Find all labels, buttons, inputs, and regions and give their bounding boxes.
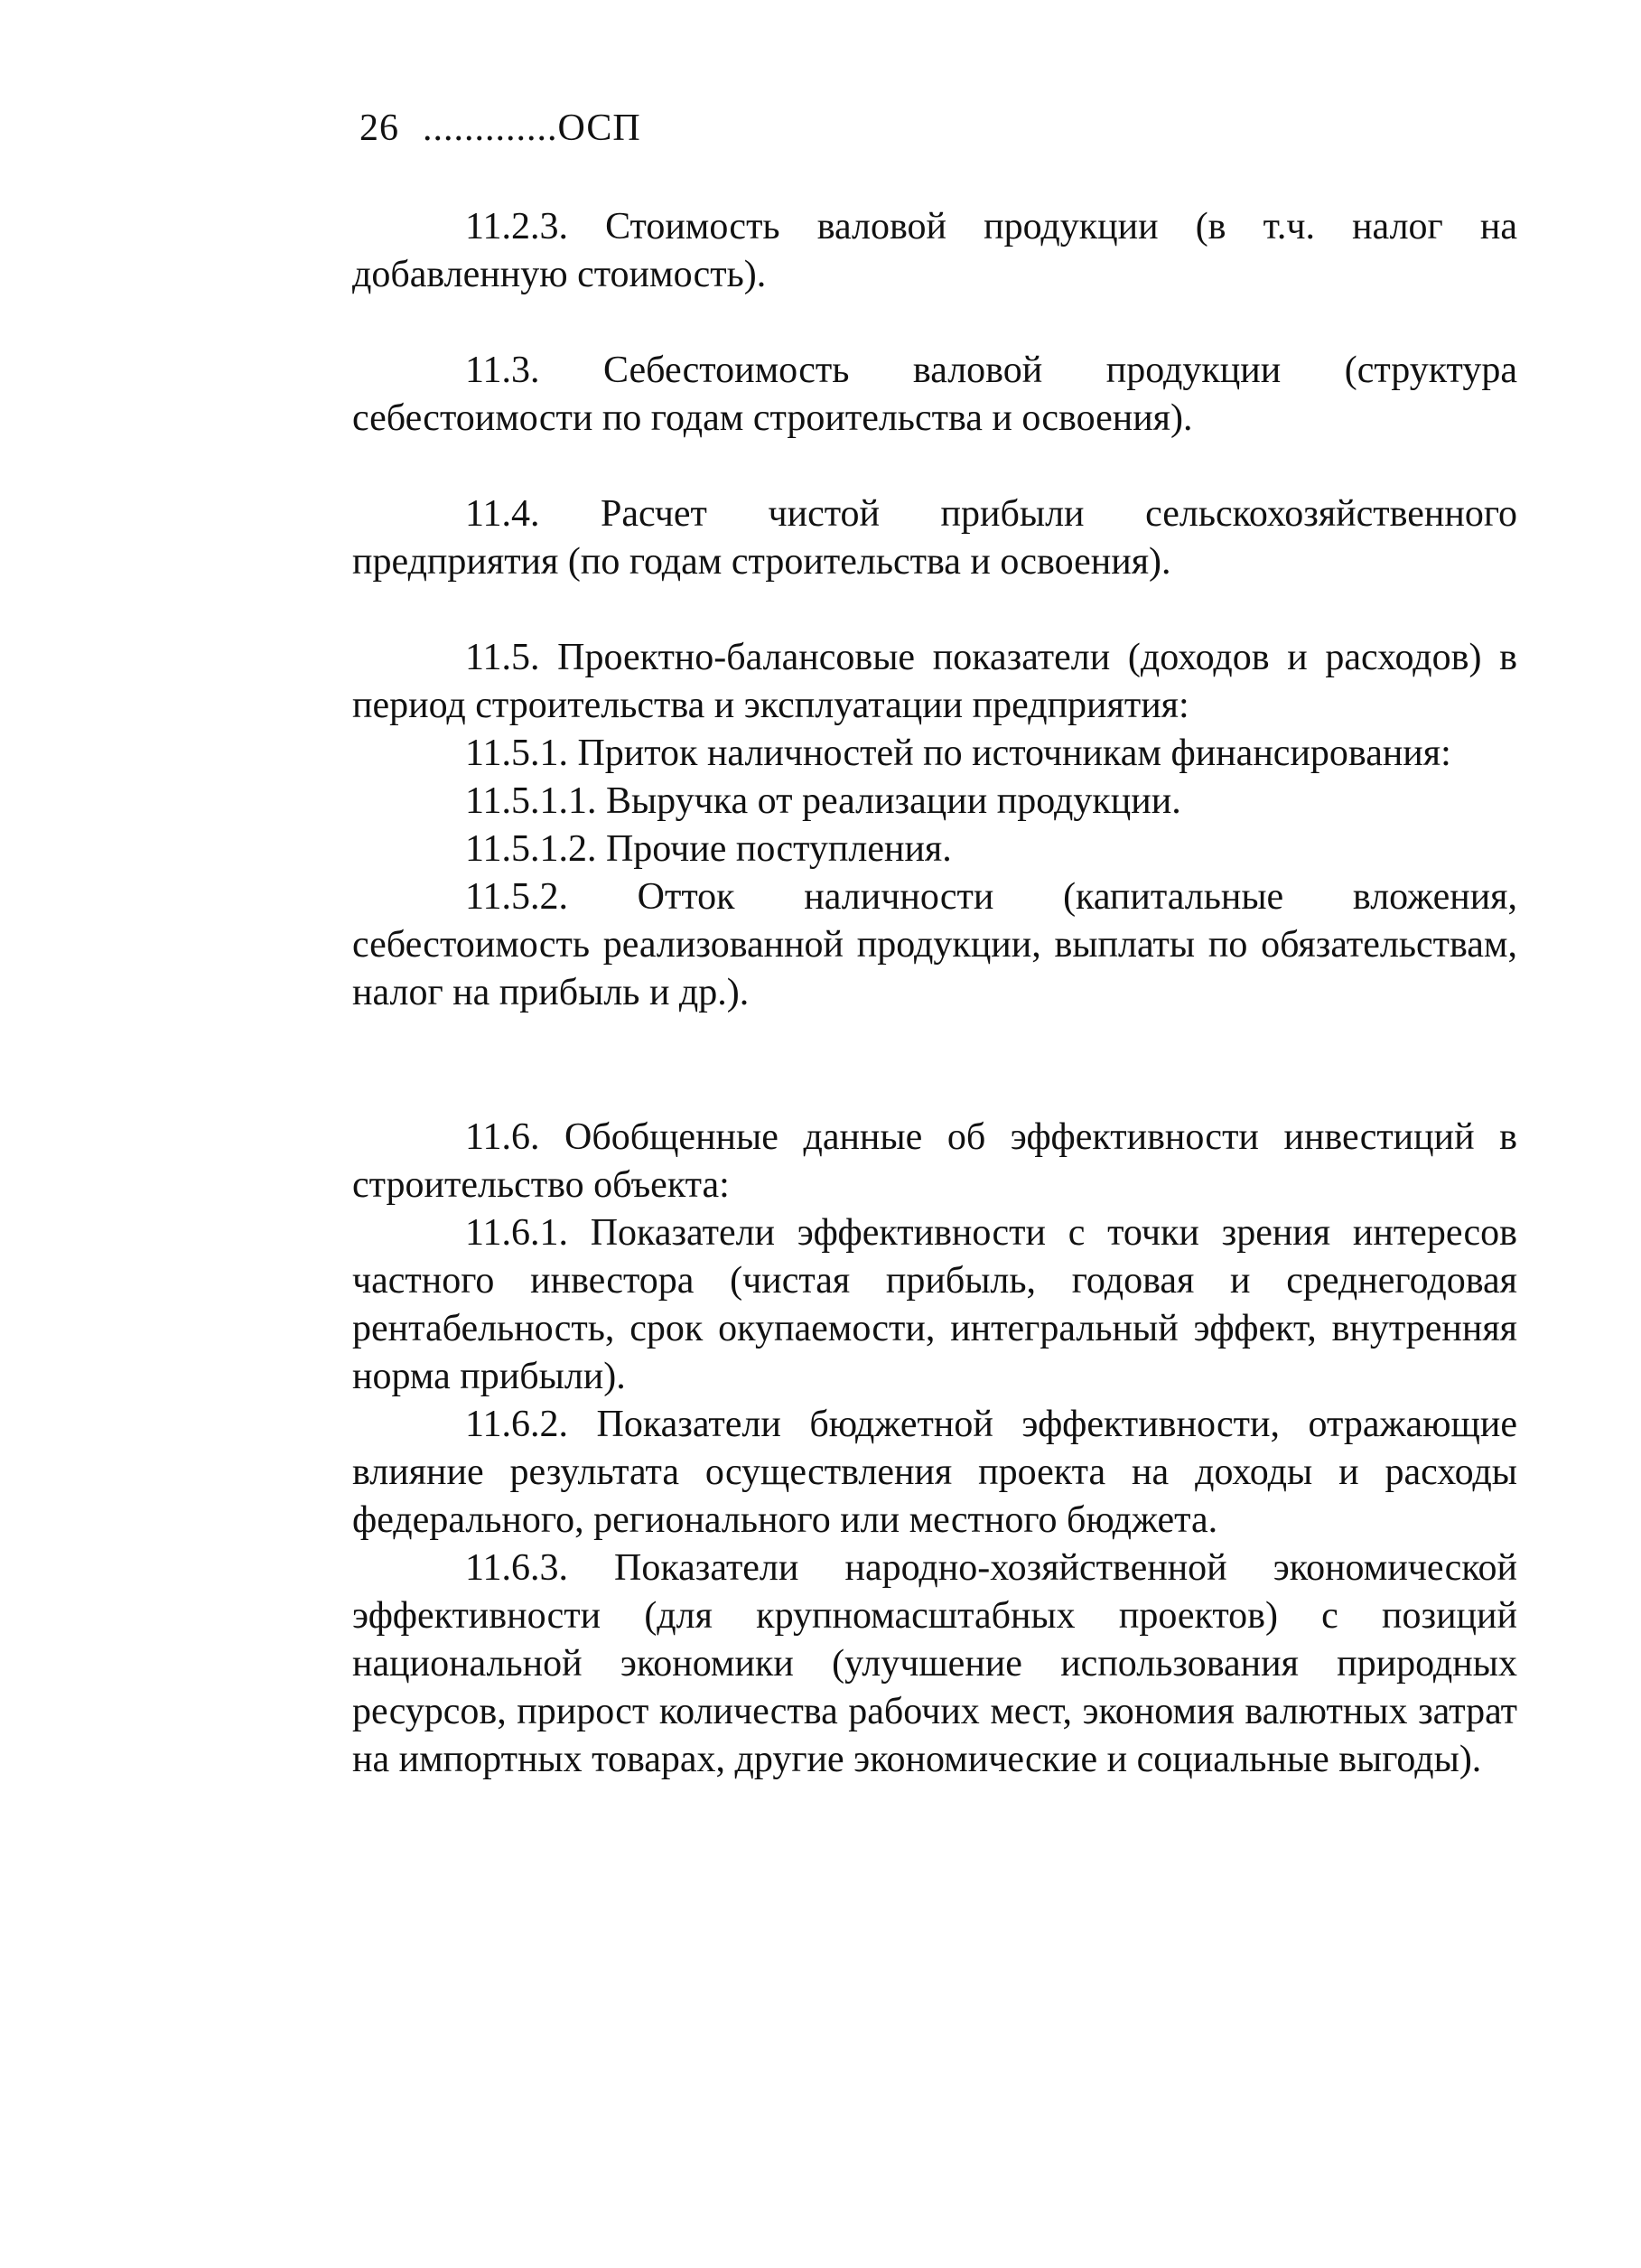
page-number: 26	[359, 107, 399, 149]
section-11-4	[352, 490, 1517, 586]
running-title: .............ОСП	[423, 107, 641, 149]
section-11-6	[352, 1114, 1517, 1784]
section-11-5	[352, 634, 1517, 1017]
paragraph: 11.5. Проектно-балансовые показатели (доходов и расходов) в период строительства и эксплуатации предприятия:	[352, 637, 1517, 726]
paragraph: 11.2.3. Стоимость валовой продукции (в т.ч. налог на добавленную стоимость).	[352, 206, 1517, 295]
paragraph: 11.3. Себестоимость валовой продукции (структура себестоимости по годам строительства и освоения).	[352, 350, 1517, 439]
paragraph: 11.4. Расчет чистой прибыли сельскохозяйственного предприятия (по годам строительства и освоения).	[352, 493, 1517, 583]
paragraph: 11.6.2. Показатели бюджетной эффективности, отражающие влияние результата осуществления проекта на доходы и расходы федерального, регионального или местного бюджета.	[352, 1404, 1517, 1541]
paragraph: 11.5.1.2. Прочие поступления.	[465, 828, 952, 870]
paragraph: 11.5.1. Приток наличностей по источникам финансирования:	[465, 733, 1451, 774]
section-11-2-3	[352, 203, 1517, 299]
section-11-3	[352, 347, 1517, 443]
paragraph: 11.6.3. Показатели народно-хозяйственной экономической эффективности (для крупномасштабных проектов) с позиций национальной экономики (улучшение использования природных ресурсов, прирост количества рабочих мест, экономия валютных затрат на импортных товарах, другие экономические и социальные выгоды).	[352, 1547, 1517, 1780]
paragraph: 11.6.1. Показатели эффективности с точки зрения интересов частного инвестора (чистая прибыль, годовая и среднегодовая рентабельность, срок окупаемости, интегральный эффект, внутренняя норма прибыли).	[352, 1212, 1517, 1397]
paragraph: 11.5.2. Отток наличности (капитальные вложения, себестоимость реализованной продукции, выплаты по обязательствам, налог на прибыль и др.).	[352, 876, 1517, 1013]
paragraph: 11.6. Обобщенные данные об эффективности инвестиций в строительство объекта:	[352, 1116, 1517, 1206]
paragraph: 11.5.1.1. Выручка от реализации продукции.	[465, 780, 1181, 822]
page-header	[359, 101, 641, 155]
